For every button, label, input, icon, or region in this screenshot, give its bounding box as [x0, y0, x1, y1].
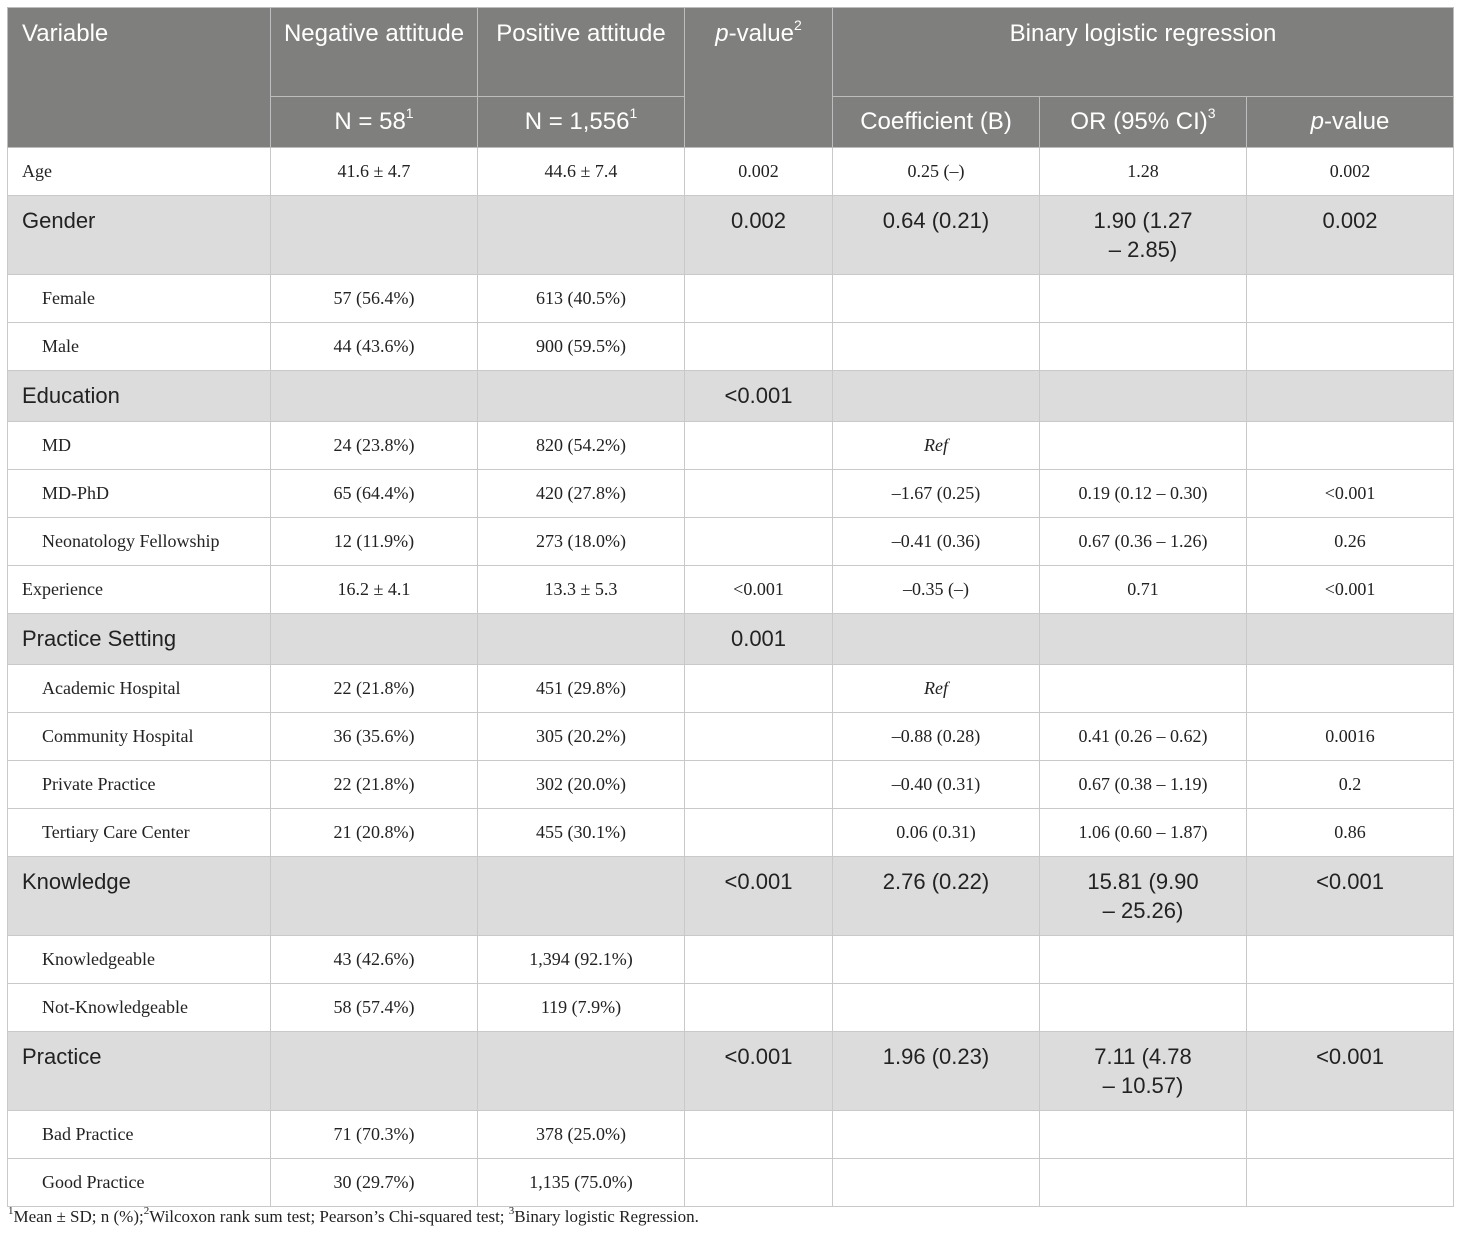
cell-positive	[478, 857, 685, 936]
header-coefficient: Coefficient (B)	[833, 97, 1040, 148]
footnote-text-2: Wilcoxon rank sum test; Pearson’s Chi-squared test;	[149, 1207, 509, 1226]
cell-or-ci	[1040, 614, 1247, 665]
cell-positive: 119 (7.9%)	[478, 984, 685, 1032]
header-p-rest: -value	[728, 20, 794, 47]
cell-negative: 16.2 ± 4.1	[271, 566, 478, 614]
cell-positive	[478, 371, 685, 422]
cell-coefficient: –0.35 (–)	[833, 566, 1040, 614]
cell-regression-p-value: <0.001	[1247, 857, 1454, 936]
cell-p-value	[685, 809, 833, 857]
cell-variable: Female	[8, 275, 271, 323]
table-row	[8, 1111, 1454, 1159]
cell-negative: 71 (70.3%)	[271, 1111, 478, 1159]
cell-regression-p-value: <0.001	[1247, 1032, 1454, 1111]
cell-or-ci	[1040, 936, 1247, 984]
cell-variable: Tertiary Care Center	[8, 809, 271, 857]
table-row	[8, 323, 1454, 371]
cell-p-value	[685, 665, 833, 713]
cell-regression-p-value: 0.26	[1247, 518, 1454, 566]
cell-coefficient	[833, 1111, 1040, 1159]
cell-regression-p-value: 0.2	[1247, 761, 1454, 809]
cell-negative: 44 (43.6%)	[271, 323, 478, 371]
cell-or-ci	[1040, 857, 1247, 936]
cell-regression-p-value: 0.0016	[1247, 713, 1454, 761]
cell-variable: Male	[8, 323, 271, 371]
cell-variable: Gender	[8, 196, 271, 275]
table-footnote	[8, 1207, 699, 1227]
or-ci-line-1: 15.81 (9.90	[1087, 869, 1199, 894]
table-row	[8, 422, 1454, 470]
header-positive-attitude: Positive attitude	[478, 8, 685, 97]
cell-negative: 58 (57.4%)	[271, 984, 478, 1032]
cell-or-ci: 1.06 (0.60 – 1.87)	[1040, 809, 1247, 857]
cell-regression-p-value	[1247, 371, 1454, 422]
cell-p-value: <0.001	[685, 566, 833, 614]
footnote-text-3: Binary logistic Regression.	[514, 1207, 699, 1226]
cell-coefficient	[833, 323, 1040, 371]
cell-variable: Bad Practice	[8, 1111, 271, 1159]
cell-p-value	[685, 422, 833, 470]
cell-regression-p-value	[1247, 1111, 1454, 1159]
header-variable: Variable	[8, 8, 271, 148]
cell-variable: Private Practice	[8, 761, 271, 809]
cell-negative	[271, 857, 478, 936]
cell-or-ci	[1040, 371, 1247, 422]
cell-coefficient	[833, 936, 1040, 984]
footnote-sup-3: 3	[508, 1205, 515, 1218]
header-regression-p-value	[1247, 97, 1454, 148]
table-row	[8, 148, 1454, 196]
cell-or-ci: 1.28	[1040, 148, 1247, 196]
table-row	[8, 761, 1454, 809]
cell-variable: Knowledge	[8, 857, 271, 936]
cell-regression-p-value	[1247, 323, 1454, 371]
cell-coefficient	[833, 275, 1040, 323]
cell-or-ci	[1040, 665, 1247, 713]
table-row	[8, 470, 1454, 518]
table-group-row	[8, 857, 1454, 936]
cell-regression-p-value	[1247, 1159, 1454, 1207]
cell-or-ci	[1040, 275, 1247, 323]
cell-positive	[478, 1032, 685, 1111]
header-n-positive	[478, 97, 685, 148]
header-n-positive-text: N = 1,556	[524, 108, 630, 135]
cell-p-value: <0.001	[685, 371, 833, 422]
cell-positive	[478, 196, 685, 275]
header-p-value	[685, 8, 833, 148]
cell-or-ci: 0.41 (0.26 – 0.62)	[1040, 713, 1247, 761]
cell-positive: 613 (40.5%)	[478, 275, 685, 323]
table-group-row	[8, 614, 1454, 665]
cell-regression-p-value	[1247, 665, 1454, 713]
header-or-ci-sup: 3	[1207, 105, 1216, 121]
cell-variable: Education	[8, 371, 271, 422]
cell-positive: 420 (27.8%)	[478, 470, 685, 518]
header-or-ci	[1040, 97, 1247, 148]
cell-variable: Not-Knowledgeable	[8, 984, 271, 1032]
table-row	[8, 936, 1454, 984]
cell-negative: 21 (20.8%)	[271, 809, 478, 857]
cell-regression-p-value	[1247, 422, 1454, 470]
table-row	[8, 275, 1454, 323]
cell-negative: 36 (35.6%)	[271, 713, 478, 761]
cell-coefficient	[833, 1159, 1040, 1207]
cell-p-value	[685, 470, 833, 518]
header-p-sup: 2	[793, 17, 802, 33]
cell-p-value: 0.002	[685, 148, 833, 196]
cell-variable: Age	[8, 148, 271, 196]
header-p2-italic: p	[1310, 108, 1324, 135]
cell-regression-p-value	[1247, 614, 1454, 665]
cell-variable: Good Practice	[8, 1159, 271, 1207]
cell-coefficient: –1.67 (0.25)	[833, 470, 1040, 518]
cell-p-value	[685, 518, 833, 566]
cell-negative: 57 (56.4%)	[271, 275, 478, 323]
cell-negative: 22 (21.8%)	[271, 761, 478, 809]
cell-positive: 378 (25.0%)	[478, 1111, 685, 1159]
cell-positive: 455 (30.1%)	[478, 809, 685, 857]
cell-negative: 24 (23.8%)	[271, 422, 478, 470]
table-row	[8, 665, 1454, 713]
cell-or-ci	[1040, 323, 1247, 371]
cell-positive	[478, 614, 685, 665]
cell-p-value	[685, 713, 833, 761]
table-row	[8, 518, 1454, 566]
cell-p-value	[685, 1159, 833, 1207]
header-p2-rest: -value	[1324, 108, 1390, 135]
table-row	[8, 713, 1454, 761]
or-ci-line-1: 1.90 (1.27	[1093, 208, 1193, 233]
results-table	[7, 7, 1454, 1207]
cell-variable: Experience	[8, 566, 271, 614]
header-negative-attitude: Negative attitude	[271, 8, 478, 97]
table-header	[8, 8, 1454, 148]
cell-coefficient: Ref	[833, 665, 1040, 713]
cell-negative: 41.6 ± 4.7	[271, 148, 478, 196]
or-ci-line-2: – 2.85)	[1108, 237, 1178, 262]
cell-negative	[271, 196, 478, 275]
table-group-row	[8, 371, 1454, 422]
cell-variable: MD	[8, 422, 271, 470]
cell-coefficient: –0.40 (0.31)	[833, 761, 1040, 809]
cell-p-value: 0.001	[685, 614, 833, 665]
cell-p-value	[685, 761, 833, 809]
cell-positive: 305 (20.2%)	[478, 713, 685, 761]
cell-p-value	[685, 936, 833, 984]
cell-positive: 1,135 (75.0%)	[478, 1159, 685, 1207]
cell-p-value	[685, 323, 833, 371]
table-row	[8, 984, 1454, 1032]
cell-or-ci: 0.67 (0.36 – 1.26)	[1040, 518, 1247, 566]
table-row	[8, 809, 1454, 857]
cell-regression-p-value: <0.001	[1247, 470, 1454, 518]
cell-p-value	[685, 275, 833, 323]
cell-coefficient	[833, 984, 1040, 1032]
header-regression: Binary logistic regression	[833, 8, 1454, 97]
cell-regression-p-value: 0.002	[1247, 148, 1454, 196]
cell-negative	[271, 1032, 478, 1111]
cell-coefficient	[833, 614, 1040, 665]
cell-p-value: <0.001	[685, 857, 833, 936]
cell-coefficient: –0.88 (0.28)	[833, 713, 1040, 761]
cell-or-ci	[1040, 196, 1247, 275]
cell-p-value	[685, 1111, 833, 1159]
cell-positive: 273 (18.0%)	[478, 518, 685, 566]
table-group-row	[8, 1032, 1454, 1111]
cell-variable: Practice Setting	[8, 614, 271, 665]
cell-negative: 12 (11.9%)	[271, 518, 478, 566]
table-row	[8, 1159, 1454, 1207]
cell-variable: Practice	[8, 1032, 271, 1111]
cell-coefficient: 0.64 (0.21)	[833, 196, 1040, 275]
cell-coefficient: 2.76 (0.22)	[833, 857, 1040, 936]
cell-negative: 65 (64.4%)	[271, 470, 478, 518]
cell-positive: 44.6 ± 7.4	[478, 148, 685, 196]
cell-regression-p-value	[1247, 936, 1454, 984]
header-n-positive-sup: 1	[629, 105, 638, 121]
cell-coefficient	[833, 371, 1040, 422]
cell-regression-p-value	[1247, 984, 1454, 1032]
cell-or-ci	[1040, 1159, 1247, 1207]
header-or-ci-text: OR (95% CI)	[1070, 108, 1208, 135]
footnote-sup-2: 2	[143, 1205, 150, 1218]
cell-positive: 451 (29.8%)	[478, 665, 685, 713]
or-ci-line-2: – 10.57)	[1102, 1073, 1184, 1098]
cell-regression-p-value: 0.002	[1247, 196, 1454, 275]
cell-regression-p-value: <0.001	[1247, 566, 1454, 614]
cell-negative	[271, 614, 478, 665]
cell-or-ci: 0.71	[1040, 566, 1247, 614]
cell-coefficient: 1.96 (0.23)	[833, 1032, 1040, 1111]
cell-negative: 43 (42.6%)	[271, 936, 478, 984]
cell-positive: 1,394 (92.1%)	[478, 936, 685, 984]
cell-p-value: <0.001	[685, 1032, 833, 1111]
cell-variable: Neonatology Fellowship	[8, 518, 271, 566]
cell-positive: 13.3 ± 5.3	[478, 566, 685, 614]
table-group-row	[8, 196, 1454, 275]
footnote-text-1: Mean ± SD; n (%);	[13, 1207, 144, 1226]
table-body	[8, 148, 1454, 1207]
cell-or-ci	[1040, 984, 1247, 1032]
cell-regression-p-value: 0.86	[1247, 809, 1454, 857]
cell-variable: MD-PhD	[8, 470, 271, 518]
cell-or-ci: 0.67 (0.38 – 1.19)	[1040, 761, 1247, 809]
cell-coefficient: 0.25 (–)	[833, 148, 1040, 196]
or-ci-line-1: 7.11 (4.78	[1094, 1044, 1192, 1069]
cell-or-ci	[1040, 1111, 1247, 1159]
cell-negative: 22 (21.8%)	[271, 665, 478, 713]
header-n-negative-text: N = 58	[334, 108, 406, 135]
cell-coefficient: 0.06 (0.31)	[833, 809, 1040, 857]
cell-p-value	[685, 984, 833, 1032]
cell-variable: Knowledgeable	[8, 936, 271, 984]
cell-positive: 820 (54.2%)	[478, 422, 685, 470]
cell-positive: 900 (59.5%)	[478, 323, 685, 371]
footnote-sup-1: 1	[8, 1205, 14, 1218]
cell-coefficient: Ref	[833, 422, 1040, 470]
header-n-negative	[271, 97, 478, 148]
cell-variable: Academic Hospital	[8, 665, 271, 713]
header-n-negative-sup: 1	[405, 105, 414, 121]
or-ci-line-2: – 25.26)	[1102, 898, 1184, 923]
cell-negative: 30 (29.7%)	[271, 1159, 478, 1207]
cell-variable: Community Hospital	[8, 713, 271, 761]
cell-positive: 302 (20.0%)	[478, 761, 685, 809]
cell-coefficient: –0.41 (0.36)	[833, 518, 1040, 566]
cell-p-value: 0.002	[685, 196, 833, 275]
cell-or-ci	[1040, 1032, 1247, 1111]
table-row	[8, 566, 1454, 614]
cell-or-ci: 0.19 (0.12 – 0.30)	[1040, 470, 1247, 518]
cell-or-ci	[1040, 422, 1247, 470]
cell-negative	[271, 371, 478, 422]
cell-regression-p-value	[1247, 275, 1454, 323]
header-p-italic: p	[715, 20, 729, 47]
